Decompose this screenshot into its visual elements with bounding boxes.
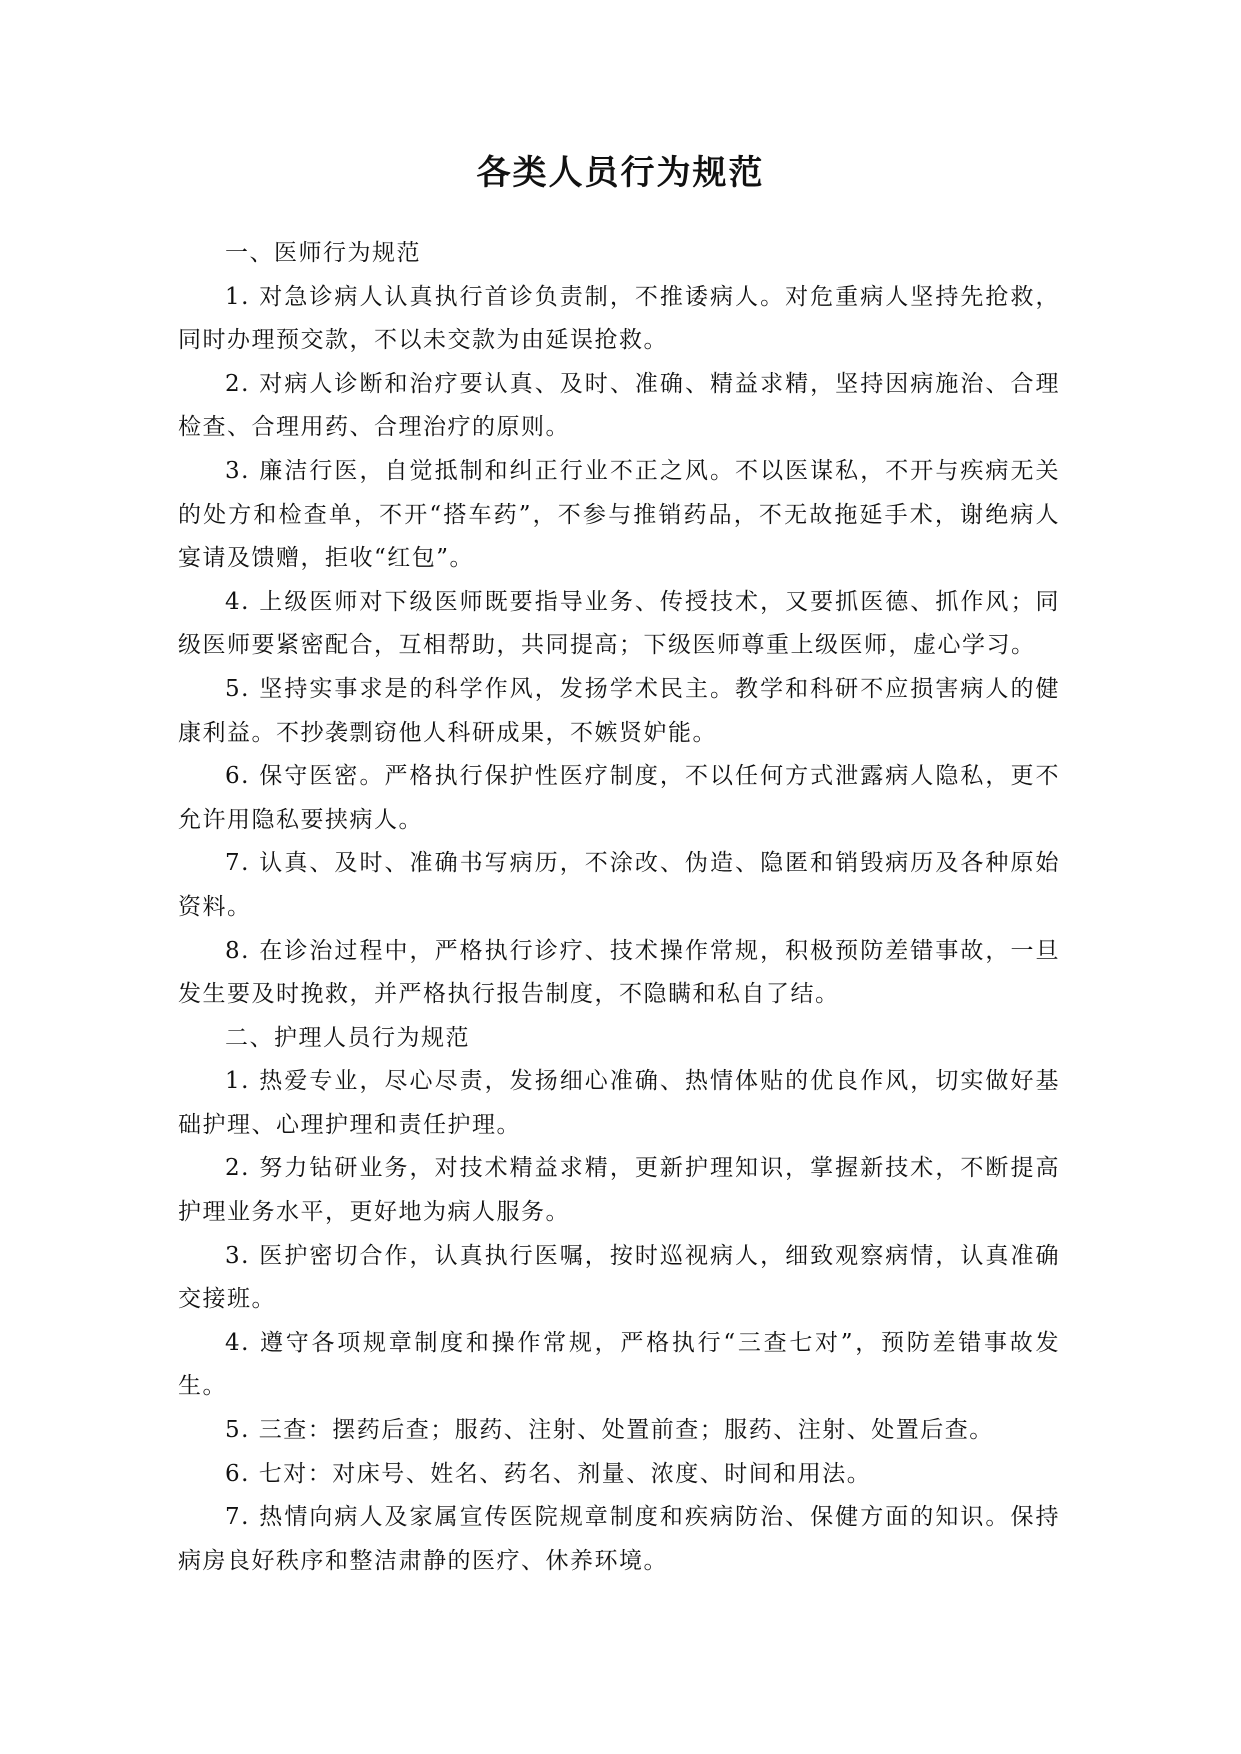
nursing-rule-4: 4. 遵守各项规章制度和操作常规，严格执行“三查七对”，预防差错事故发生。 [178,1329,1060,1400]
physician-rule-2: 2. 对病人诊断和治疗要认真、及时、准确、精益求精，坚持因病施治、合理检查、合理用药、合理治疗的原则。 [178,370,1060,441]
physician-rule-8: 8. 在诊治过程中，严格执行诊疗、技术操作常规，积极预防差错事故，一旦发生要及时挽救，并严格执行报告制度，不隐瞒和私自了结。 [178,937,1060,1008]
physician-rule-4: 4. 上级医师对下级医师既要指导业务、传授技术，又要抓医德、抓作风；同级医师要紧密配合，互相帮助，共同提高；下级医师尊重上级医师，虚心学习。 [178,588,1060,659]
nursing-rule-3: 3. 医护密切合作，认真执行医嘱，按时巡视病人，细致观察病情，认真准确交接班。 [178,1242,1060,1313]
nursing-rule-6: 6. 七对：对床号、姓名、药名、剂量、浓度、时间和用法。 [225,1460,872,1487]
nursing-rule-7: 7. 热情向病人及家属宣传医院规章制度和疾病防治、保健方面的知识。保持病房良好秩序和整洁肃静的医疗、休养环境。 [178,1504,1060,1574]
nursing-rule-2: 2. 努力钻研业务，对技术精益求精，更新护理知识，掌握新技术，不断提高护理业务水平，更好地为病人服务。 [178,1155,1060,1226]
physician-rule-6: 6. 保守医密。严格执行保护性医疗制度，不以任何方式泄露病人隐私，更不允许用隐私要挟病人。 [178,763,1060,833]
document-title: 各类人员行为规范 [476,153,765,193]
physician-rule-1: 1. 对急诊病人认真执行首诊负责制，不推诿病人。对危重病人坚持先抢救，同时办理预交款，不以未交款为由延误抢救。 [178,283,1060,354]
section-heading-nursing: 二、护理人员行为规范 [225,1024,470,1051]
nursing-rule-1: 1. 热爱专业，尽心尽责，发扬细心准确、热情体贴的优良作风，切实做好基础护理、心理护理和责任护理。 [178,1068,1060,1138]
physician-rule-3: 3. 廉洁行医，自觉抵制和纠正行业不正之风。不以医谋私，不开与疾病无关的处方和检查单，不开“搭车药”，不参与推销药品，不无故拖延手术，谢绝病人宴请及馈赠，拒收“红包”。 [178,457,1060,572]
physician-rule-7: 7. 认真、及时、准确书写病历，不涂改、伪造、隐匿和销毁病历及各种原始资料。 [178,850,1060,920]
physician-rule-5: 5. 坚持实事求是的科学作风，发扬学术民主。教学和科研不应损害病人的健康利益。不抄袭剽窃他人科研成果，不嫉贤妒能。 [178,675,1060,746]
section-heading-physician: 一、医师行为规范 [225,240,421,266]
document-body [178,232,1060,1583]
nursing-rule-5: 5. 三查：摆药后查；服药、注射、处置前查；服药、注射、处置后查。 [225,1417,994,1444]
